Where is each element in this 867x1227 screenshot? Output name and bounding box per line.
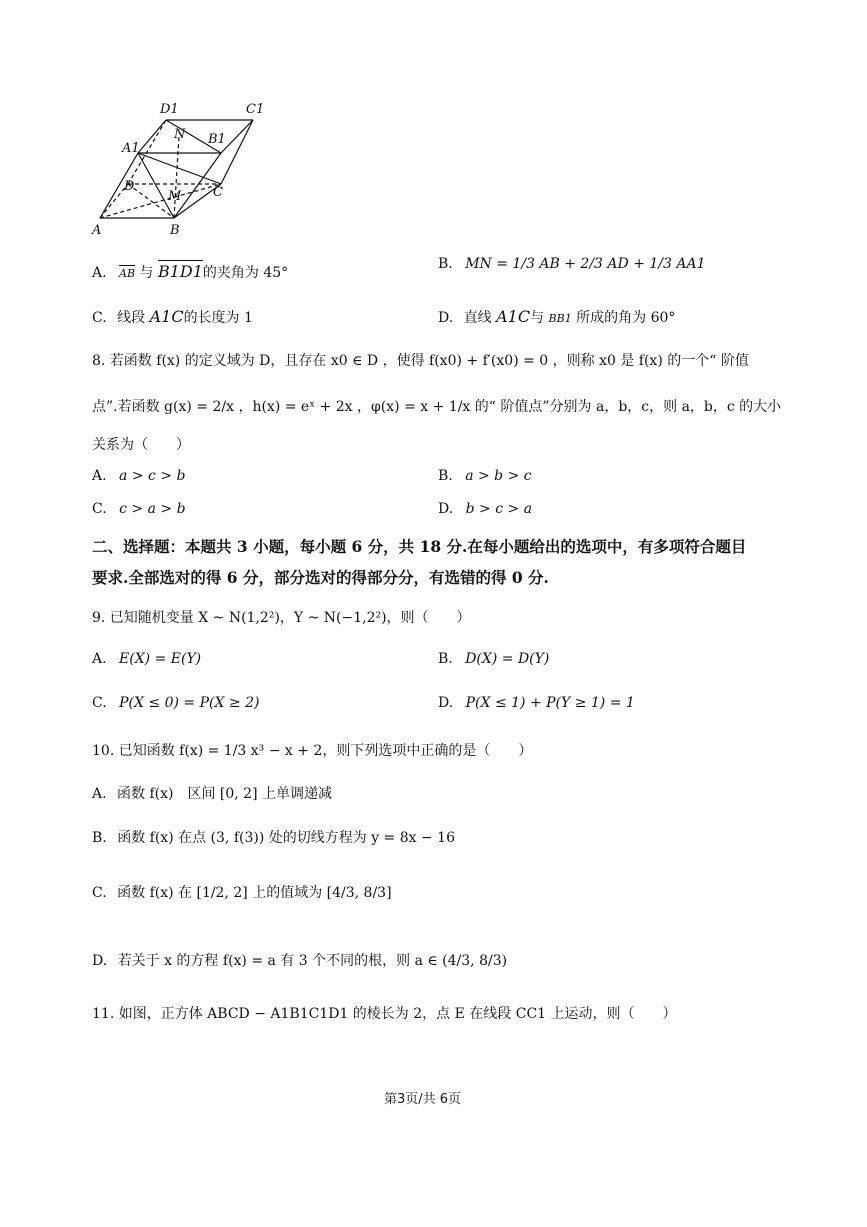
q10-a-text: 函数 f(x) 区间 [0, 2] 上单调递减: [117, 786, 333, 802]
page-footer: 第3页/共 6页: [384, 1092, 462, 1107]
q7-option-b[interactable]: [438, 256, 706, 272]
q9-a-label: A.: [92, 651, 107, 667]
q7-b-formula: MN = 1/3 AB + 2/3 AD + 1/3 AA1: [465, 256, 706, 272]
q9-d-label: D.: [438, 695, 454, 711]
fig-label-A1: A1: [122, 141, 140, 156]
section2-heading-line1: 二、选择题：本题共 3 小题，每小题 6 分，共 18 分.在每小题给出的选项中，有多项符合题目: [92, 537, 747, 556]
fig-label-C1: C1: [246, 102, 265, 117]
q9-option-c[interactable]: [92, 695, 259, 711]
q10-c-text: 函数 f(x) 在 [1/2, 2] 上的值域为 [4/3, 8/3]: [117, 885, 392, 901]
q8-stem-line3: 关系为（ ）: [92, 437, 190, 453]
q8-c-text: c > a > b: [119, 501, 186, 517]
q10-d-text: 若关于 x 的方程 f(x) = a 有 3 个不同的根，则 a ∈ (4/3, 8/3): [117, 953, 508, 969]
q9-c-label: C.: [92, 695, 107, 711]
q9-b-text: D(X) = D(Y): [465, 651, 550, 667]
q9-c-text: P(X ≤ 0) = P(X ≥ 2): [119, 695, 260, 711]
q7-d-pre: 直线: [463, 310, 497, 326]
q8-stem-line1: 8. 若函数 f(x) 的定义域为 D，且存在 x0 ∈ D ，使得 f(x0) + f′(x0) = 0 ，则称 x0 是 f(x) 的一个“ 阶值: [92, 353, 749, 369]
q7-d-mid: 与: [530, 310, 549, 326]
q7-a-vec-ab: AB: [119, 267, 136, 280]
q7-d-post: 所成的角为 60°: [571, 310, 676, 326]
fig-label-B: B: [170, 223, 180, 238]
q8-option-d[interactable]: [438, 501, 532, 517]
q8-option-b[interactable]: [438, 468, 532, 484]
q8-a-label: A.: [92, 468, 107, 484]
q7-option-d[interactable]: [438, 307, 675, 327]
q9-option-d[interactable]: [438, 695, 635, 711]
parallelepiped-figure: [88, 98, 268, 238]
q10-stem: 10. 已知函数 f(x) = 1/3 x³ − x + 2，则下列选项中正确的是（ ）: [92, 743, 533, 759]
q7-a-mid: 与: [135, 265, 158, 281]
q9-option-a[interactable]: [92, 651, 201, 667]
fig-label-B1: B1: [208, 132, 226, 147]
q7-a-post: 的夹角为 45°: [202, 265, 289, 281]
q7-d-label: D.: [438, 310, 454, 326]
q8-b-label: B.: [438, 468, 453, 484]
q8-d-label: D.: [438, 501, 454, 517]
q7-c-seg: A1C: [149, 307, 184, 326]
q10-option-c[interactable]: [92, 882, 392, 902]
q9-d-text: P(X ≤ 1) + P(Y ≥ 1) = 1: [465, 695, 635, 711]
q10-b-text: 函数 f(x) 在点 (3, f(3)) 处的切线方程为 y = 8x − 16: [117, 830, 455, 846]
fig-label-D: D: [124, 179, 135, 194]
q7-a-label: A.: [92, 265, 107, 281]
q8-b-text: a > b > c: [465, 468, 532, 484]
q7-option-c[interactable]: [92, 307, 253, 327]
q10-d-label: D.: [92, 953, 108, 969]
q8-option-a[interactable]: [92, 468, 185, 484]
fig-label-C: C: [213, 185, 223, 200]
q8-stem-line2: 点”.若函数 g(x) = 2/x ，h(x) = eˣ + 2x ，φ(x) = x + 1/x 的“ 阶值点”分别为 a，b，c，则 a，b，c 的大小: [92, 399, 782, 415]
fig-label-M: M: [168, 189, 182, 204]
fig-label-A: A: [92, 223, 102, 238]
q10-a-label: A.: [92, 786, 107, 802]
q8-option-c[interactable]: [92, 501, 186, 517]
q9-stem: 9. 已知随机变量 X ~ N(1,2²)，Y ~ N(−1,2²)，则（ ）: [92, 610, 471, 626]
q9-option-b[interactable]: [438, 651, 549, 667]
q7-a-vec-b1d1: B1D1: [157, 262, 203, 281]
q9-b-label: B.: [438, 651, 453, 667]
q7-d-l1: A1C: [496, 307, 531, 326]
section2-heading-line2: 要求.全部选对的得 6 分，部分选对的得部分分，有选错的得 0 分.: [92, 568, 549, 587]
q7-c-pre: 线段: [117, 310, 150, 326]
fig-label-D1: D1: [160, 102, 179, 117]
q7-c-label: C.: [92, 310, 107, 326]
q10-option-a[interactable]: [92, 783, 332, 803]
q9-a-text: E(X) = E(Y): [119, 651, 202, 667]
q10-option-b[interactable]: [92, 827, 455, 847]
q8-c-label: C.: [92, 501, 107, 517]
q7-c-post: 的长度为 1: [183, 310, 253, 326]
q7-option-a[interactable]: [92, 262, 288, 282]
q11-stem: 11. 如图，正方体 ABCD − A1B1C1D1 的棱长为 2，点 E 在线段 CC1 上运动，则（ ）: [92, 1006, 677, 1022]
q10-option-d[interactable]: [92, 950, 507, 970]
q8-a-text: a > c > b: [119, 468, 186, 484]
q7-b-label: B.: [438, 256, 453, 272]
q10-c-label: C.: [92, 885, 107, 901]
fig-label-N: N: [174, 127, 186, 142]
q7-d-l2: BB1: [548, 312, 572, 325]
q8-d-text: b > c > a: [465, 501, 533, 517]
q10-b-label: B.: [92, 830, 107, 846]
